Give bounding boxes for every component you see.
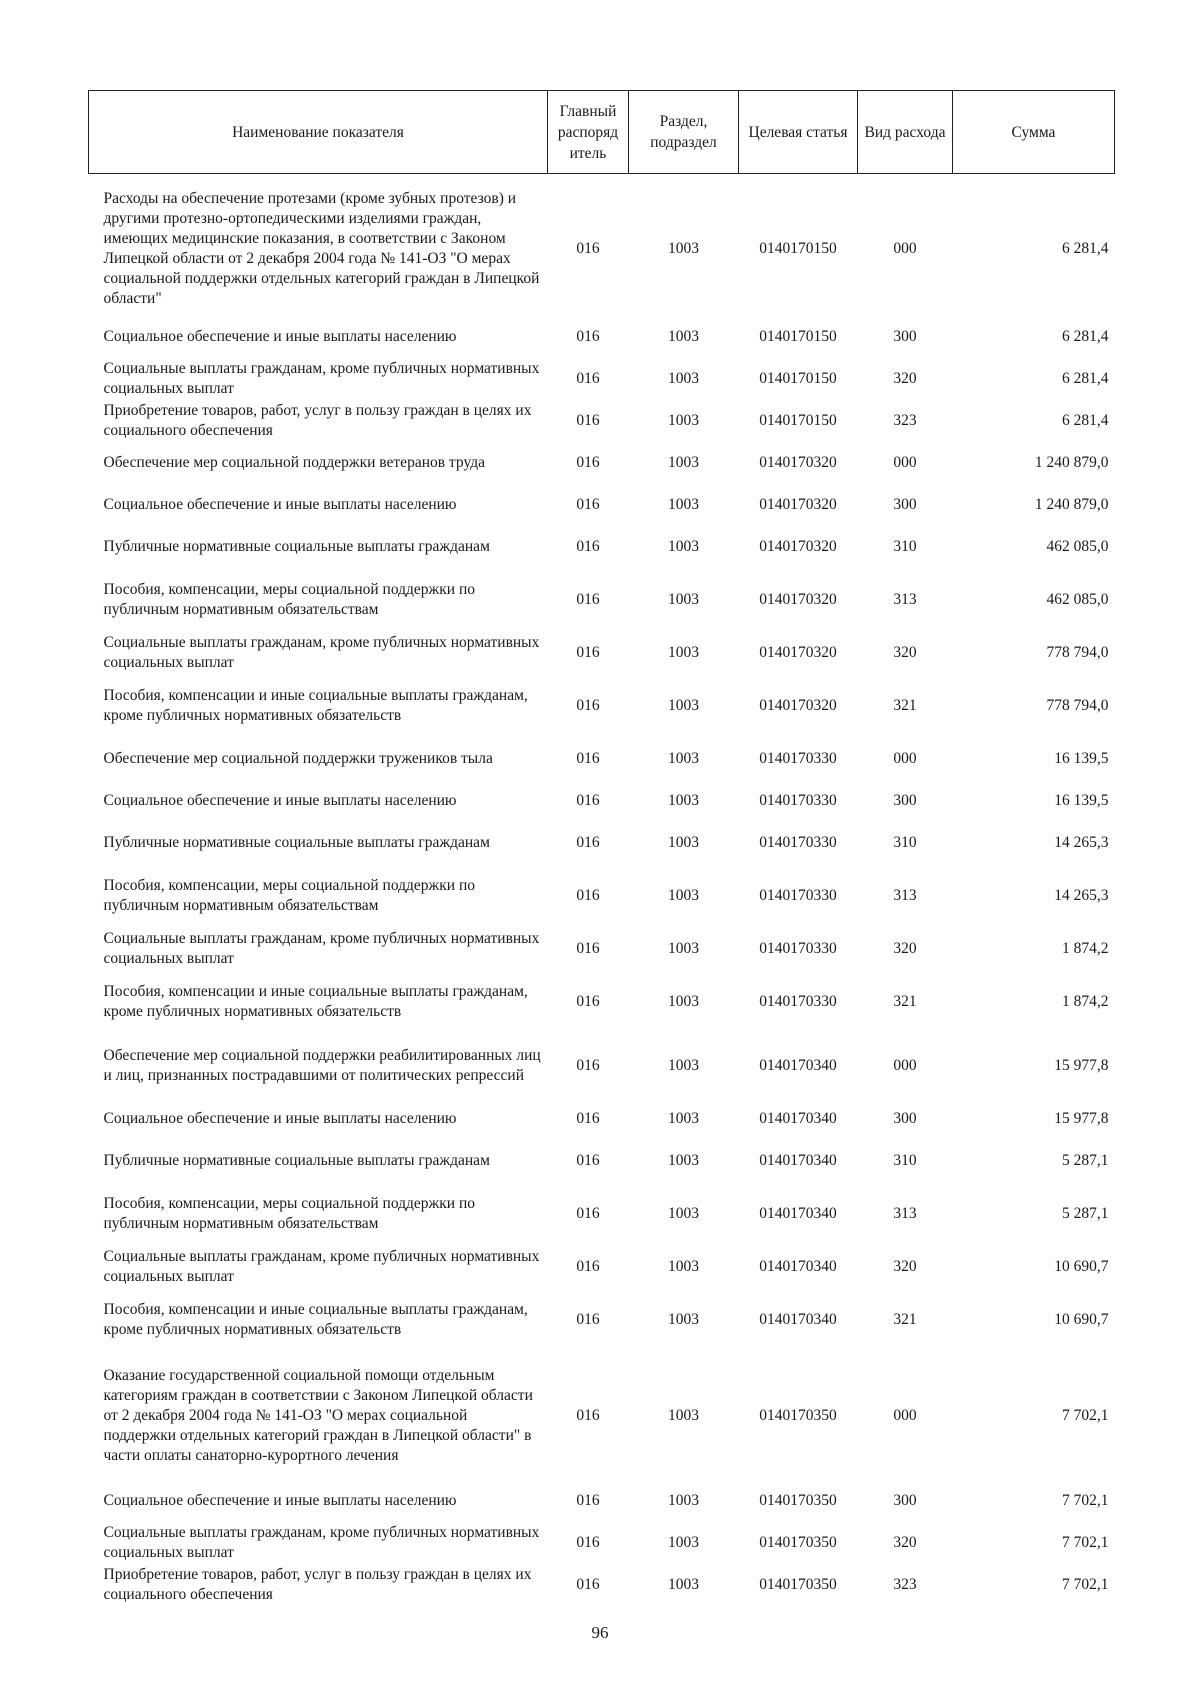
row-section: 1003 bbox=[668, 1257, 699, 1275]
row-type: 323 bbox=[893, 1575, 917, 1593]
row-name: Публичные нормативные социальные выплаты гражданам bbox=[103, 833, 490, 851]
row-target: 0140170320 bbox=[759, 696, 837, 714]
row-admin: 016 bbox=[576, 369, 600, 387]
row-sum: 7 702,1 bbox=[1062, 1406, 1109, 1424]
row-target: 0140170320 bbox=[759, 453, 837, 471]
table-row bbox=[89, 400, 1115, 442]
row-name: Социальные выплаты гражданам, кроме публичных нормативных социальных выплат bbox=[103, 929, 540, 967]
row-target: 0140170150 bbox=[759, 327, 837, 345]
row-name: Социальное обеспечение и иные выплаты населению bbox=[103, 495, 457, 513]
row-admin: 016 bbox=[576, 1204, 600, 1222]
table-row bbox=[89, 928, 1115, 970]
row-section: 1003 bbox=[668, 749, 699, 767]
row-admin: 016 bbox=[576, 411, 600, 429]
row-type: 300 bbox=[893, 327, 917, 345]
row-section: 1003 bbox=[668, 1491, 699, 1509]
table-row bbox=[89, 822, 1115, 864]
row-target: 0140170350 bbox=[759, 1406, 837, 1424]
row-admin: 016 bbox=[576, 939, 600, 957]
table-row bbox=[89, 864, 1115, 928]
row-type: 321 bbox=[893, 992, 917, 1010]
row-admin: 016 bbox=[576, 327, 600, 345]
row-name: Пособия, компенсации, меры социальной поддержки по публичным нормативным обязательствам bbox=[103, 1194, 476, 1232]
table-row bbox=[89, 174, 1115, 316]
row-admin: 016 bbox=[576, 886, 600, 904]
row-name: Обеспечение мер социальной поддержки реабилитированных лиц и лиц, признанных пострадавшими от политических репрессий bbox=[103, 1046, 541, 1084]
header-type: Вид расхода bbox=[858, 91, 953, 174]
row-sum: 6 281,4 bbox=[1062, 369, 1109, 387]
row-section: 1003 bbox=[668, 1109, 699, 1127]
row-admin: 016 bbox=[576, 696, 600, 714]
row-name: Пособия, компенсации и иные социальные выплаты гражданам, кроме публичных нормативных обязательств bbox=[103, 982, 528, 1020]
row-section: 1003 bbox=[668, 1406, 699, 1424]
row-name: Публичные нормативные социальные выплаты гражданам bbox=[103, 1151, 490, 1169]
row-sum: 462 085,0 bbox=[1046, 590, 1109, 608]
row-sum: 15 977,8 bbox=[1054, 1056, 1109, 1074]
row-target: 0140170330 bbox=[759, 833, 837, 851]
row-type: 000 bbox=[893, 749, 917, 767]
row-section: 1003 bbox=[668, 886, 699, 904]
row-section: 1003 bbox=[668, 939, 699, 957]
row-sum: 5 287,1 bbox=[1062, 1204, 1109, 1222]
row-admin: 016 bbox=[576, 1491, 600, 1509]
row-sum: 10 690,7 bbox=[1054, 1257, 1109, 1275]
row-type: 300 bbox=[893, 495, 917, 513]
row-section: 1003 bbox=[668, 1151, 699, 1169]
row-sum: 6 281,4 bbox=[1062, 327, 1109, 345]
row-sum: 1 240 879,0 bbox=[1034, 453, 1109, 471]
row-sum: 7 702,1 bbox=[1062, 1491, 1109, 1509]
table-row bbox=[89, 358, 1115, 400]
row-name: Социальные выплаты гражданам, кроме публичных нормативных социальных выплат bbox=[103, 1523, 540, 1561]
table-row bbox=[89, 1522, 1115, 1564]
table-row bbox=[89, 568, 1115, 632]
row-sum: 16 139,5 bbox=[1054, 749, 1109, 767]
row-type: 000 bbox=[893, 1406, 917, 1424]
row-name: Социальные выплаты гражданам, кроме публичных нормативных социальных выплат bbox=[103, 633, 540, 671]
row-admin: 016 bbox=[576, 833, 600, 851]
row-name: Социальное обеспечение и иные выплаты населению bbox=[103, 791, 457, 809]
table-row bbox=[89, 1034, 1115, 1098]
row-name: Обеспечение мер социальной поддержки тружеников тыла bbox=[103, 749, 493, 767]
row-sum: 778 794,0 bbox=[1046, 643, 1109, 661]
row-name: Социальное обеспечение и иные выплаты населению bbox=[103, 1109, 457, 1127]
row-admin: 016 bbox=[576, 1257, 600, 1275]
row-sum: 15 977,8 bbox=[1054, 1109, 1109, 1127]
row-section: 1003 bbox=[668, 537, 699, 555]
row-target: 0140170340 bbox=[759, 1257, 837, 1275]
budget-table bbox=[88, 90, 1115, 1606]
row-sum: 14 265,3 bbox=[1054, 833, 1109, 851]
table-row bbox=[89, 1246, 1115, 1288]
row-target: 0140170320 bbox=[759, 537, 837, 555]
table-row bbox=[89, 632, 1115, 674]
row-name: Расходы на обеспечение протезами (кроме зубных протезов) и другими протезно-ортопедическими изделиями граждан, имеющих медицинские показания, в соответствии с Законом Липецкой области от 2 декабря 2004 года № 141-ОЗ "О мерах социальной поддержки отдельных категорий граждан в Липецкой области" bbox=[103, 189, 540, 307]
row-type: 310 bbox=[893, 1151, 917, 1169]
row-sum: 10 690,7 bbox=[1054, 1310, 1109, 1328]
row-admin: 016 bbox=[576, 590, 600, 608]
table-row bbox=[89, 1098, 1115, 1140]
row-type: 310 bbox=[893, 833, 917, 851]
row-sum: 6 281,4 bbox=[1062, 239, 1109, 257]
row-admin: 016 bbox=[576, 537, 600, 555]
table-body bbox=[89, 174, 1115, 1606]
table-row bbox=[89, 526, 1115, 568]
row-type: 320 bbox=[893, 1257, 917, 1275]
table-row bbox=[89, 1480, 1115, 1522]
row-type: 000 bbox=[893, 239, 917, 257]
page-number: 96 bbox=[591, 1623, 609, 1642]
row-target: 0140170330 bbox=[759, 939, 837, 957]
row-target: 0140170320 bbox=[759, 643, 837, 661]
row-target: 0140170340 bbox=[759, 1310, 837, 1328]
row-admin: 016 bbox=[576, 1406, 600, 1424]
row-name: Оказание государственной социальной помощи отдельным категориям граждан в соответствии с Законом Липецкой области от 2 декабря 2004 года № 141-ОЗ "О мерах социальной поддержки отдельных категорий граждан в Липецкой области" в части оплаты санаторно-курортного лечения bbox=[103, 1366, 533, 1464]
row-sum: 5 287,1 bbox=[1062, 1151, 1109, 1169]
row-type: 300 bbox=[893, 791, 917, 809]
row-name: Пособия, компенсации и иные социальные выплаты гражданам, кроме публичных нормативных обязательств bbox=[103, 686, 528, 724]
row-sum: 7 702,1 bbox=[1062, 1575, 1109, 1593]
row-type: 300 bbox=[893, 1109, 917, 1127]
table-row bbox=[89, 1140, 1115, 1182]
row-name: Пособия, компенсации, меры социальной поддержки по публичным нормативным обязательствам bbox=[103, 876, 476, 914]
table-row bbox=[89, 1288, 1115, 1352]
row-admin: 016 bbox=[576, 791, 600, 809]
row-admin: 016 bbox=[576, 1056, 600, 1074]
row-section: 1003 bbox=[668, 453, 699, 471]
row-sum: 778 794,0 bbox=[1046, 696, 1109, 714]
row-section: 1003 bbox=[668, 1310, 699, 1328]
row-section: 1003 bbox=[668, 696, 699, 714]
table-row bbox=[89, 780, 1115, 822]
row-name: Социальное обеспечение и иные выплаты населению bbox=[103, 327, 457, 345]
row-admin: 016 bbox=[576, 1533, 600, 1551]
row-name: Публичные нормативные социальные выплаты гражданам bbox=[103, 537, 490, 555]
row-target: 0140170340 bbox=[759, 1056, 837, 1074]
table-row bbox=[89, 1564, 1115, 1606]
row-target: 0140170330 bbox=[759, 749, 837, 767]
row-name: Приобретение товаров, работ, услуг в пользу граждан в целях их социального обеспечения bbox=[103, 401, 532, 439]
row-target: 0140170340 bbox=[759, 1109, 837, 1127]
row-target: 0140170350 bbox=[759, 1575, 837, 1593]
header-sum: Сумма bbox=[953, 91, 1115, 174]
row-target: 0140170330 bbox=[759, 886, 837, 904]
table-row bbox=[89, 316, 1115, 358]
row-type: 000 bbox=[893, 1056, 917, 1074]
row-type: 320 bbox=[893, 1533, 917, 1551]
table-row bbox=[89, 1352, 1115, 1480]
row-type: 320 bbox=[893, 939, 917, 957]
row-admin: 016 bbox=[576, 1310, 600, 1328]
row-admin: 016 bbox=[576, 1151, 600, 1169]
table-header bbox=[89, 91, 1115, 174]
row-admin: 016 bbox=[576, 1575, 600, 1593]
row-admin: 016 bbox=[576, 239, 600, 257]
header-name: Наименование показателя bbox=[89, 91, 548, 174]
row-target: 0140170150 bbox=[759, 411, 837, 429]
row-target: 0140170150 bbox=[759, 369, 837, 387]
row-section: 1003 bbox=[668, 643, 699, 661]
row-admin: 016 bbox=[576, 749, 600, 767]
row-target: 0140170340 bbox=[759, 1204, 837, 1222]
row-target: 0140170350 bbox=[759, 1491, 837, 1509]
header-section: Раздел, подраздел bbox=[629, 91, 739, 174]
row-sum: 1 240 879,0 bbox=[1034, 495, 1109, 513]
row-type: 320 bbox=[893, 643, 917, 661]
row-type: 300 bbox=[893, 1491, 917, 1509]
row-section: 1003 bbox=[668, 992, 699, 1010]
row-section: 1003 bbox=[668, 327, 699, 345]
row-section: 1003 bbox=[668, 1533, 699, 1551]
row-target: 0140170330 bbox=[759, 791, 837, 809]
row-name: Социальные выплаты гражданам, кроме публичных нормативных социальных выплат bbox=[103, 359, 540, 397]
row-section: 1003 bbox=[668, 1204, 699, 1222]
row-type: 313 bbox=[893, 1204, 917, 1222]
row-type: 320 bbox=[893, 369, 917, 387]
row-sum: 462 085,0 bbox=[1046, 537, 1109, 555]
table-row bbox=[89, 1182, 1115, 1246]
row-target: 0140170330 bbox=[759, 992, 837, 1010]
row-target: 0140170340 bbox=[759, 1151, 837, 1169]
row-section: 1003 bbox=[668, 1575, 699, 1593]
row-admin: 016 bbox=[576, 643, 600, 661]
row-sum: 7 702,1 bbox=[1062, 1533, 1109, 1551]
header-row bbox=[89, 91, 1115, 174]
row-type: 323 bbox=[893, 411, 917, 429]
row-section: 1003 bbox=[668, 369, 699, 387]
row-section: 1003 bbox=[668, 239, 699, 257]
row-type: 321 bbox=[893, 1310, 917, 1328]
row-admin: 016 bbox=[576, 453, 600, 471]
row-type: 321 bbox=[893, 696, 917, 714]
row-sum: 1 874,2 bbox=[1062, 939, 1109, 957]
row-section: 1003 bbox=[668, 1056, 699, 1074]
header-admin: Главный распоряд итель bbox=[548, 91, 629, 174]
table-row bbox=[89, 484, 1115, 526]
row-admin: 016 bbox=[576, 992, 600, 1010]
row-sum: 14 265,3 bbox=[1054, 886, 1109, 904]
row-admin: 016 bbox=[576, 1109, 600, 1127]
row-name: Социальные выплаты гражданам, кроме публичных нормативных социальных выплат bbox=[103, 1247, 540, 1285]
row-type: 000 bbox=[893, 453, 917, 471]
row-section: 1003 bbox=[668, 791, 699, 809]
row-section: 1003 bbox=[668, 411, 699, 429]
row-sum: 16 139,5 bbox=[1054, 791, 1109, 809]
row-type: 313 bbox=[893, 590, 917, 608]
row-section: 1003 bbox=[668, 590, 699, 608]
row-target: 0140170350 bbox=[759, 1533, 837, 1551]
row-section: 1003 bbox=[668, 495, 699, 513]
row-name: Социальное обеспечение и иные выплаты населению bbox=[103, 1491, 457, 1509]
row-target: 0140170150 bbox=[759, 239, 837, 257]
row-admin: 016 bbox=[576, 495, 600, 513]
table-row bbox=[89, 738, 1115, 780]
row-target: 0140170320 bbox=[759, 590, 837, 608]
row-name: Пособия, компенсации, меры социальной поддержки по публичным нормативным обязательствам bbox=[103, 580, 476, 618]
row-name: Приобретение товаров, работ, услуг в пользу граждан в целях их социального обеспечения bbox=[103, 1565, 532, 1603]
row-name: Пособия, компенсации и иные социальные выплаты гражданам, кроме публичных нормативных обязательств bbox=[103, 1300, 528, 1338]
row-type: 310 bbox=[893, 537, 917, 555]
row-sum: 6 281,4 bbox=[1062, 411, 1109, 429]
row-sum: 1 874,2 bbox=[1062, 992, 1109, 1010]
table-row bbox=[89, 674, 1115, 738]
row-type: 313 bbox=[893, 886, 917, 904]
table-row bbox=[89, 442, 1115, 484]
row-section: 1003 bbox=[668, 833, 699, 851]
row-target: 0140170320 bbox=[759, 495, 837, 513]
table-row bbox=[89, 970, 1115, 1034]
header-target: Целевая статья bbox=[739, 91, 858, 174]
row-name: Обеспечение мер социальной поддержки ветеранов труда bbox=[103, 453, 485, 471]
